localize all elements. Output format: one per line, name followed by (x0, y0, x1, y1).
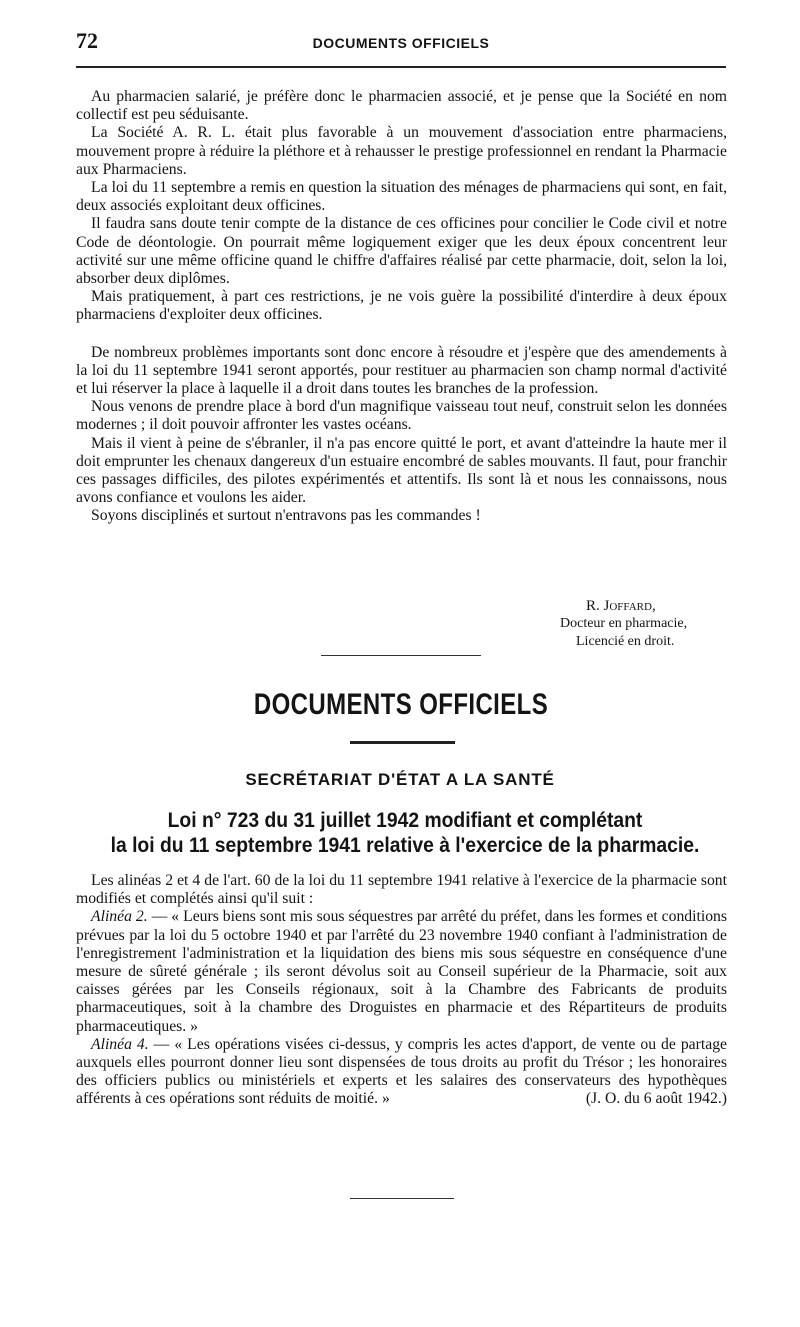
signature-name (520, 597, 730, 615)
paragraph: Mais il vient à peine de s'ébranler, il n'a pas encore quitté le port, et avant d'atteindre la haute mer il doit emprunter les chenaux dangereux d'un estuaire encombré de sables mouvants. Il faut, pour franchir ces passages difficiles, des pilotes expérimentés et attentifs. Ils sont là et nous les connaissons, nous avons confiance et voulons les aider. (76, 434, 727, 507)
signature-title-2: Licencié en droit. (576, 634, 675, 649)
paragraph: Nous venons de prendre place à bord d'un magnifique vaisseau tout neuf, construit selon les données modernes ; il doit pouvoir affronter les vastes océans. (76, 398, 727, 434)
paragraph: Il faudra sans doute tenir compte de la distance de ces officines pour concilier le Code civil et notre Code de déontologie. On pourrait même logiquement exiger que les deux époux concentrent leur activité sur une même officine quand le chiffre d'affaires réalisé par cette pharmacie, doit, selon la loi, absorber deux diplômes. (76, 215, 727, 288)
paragraph: La loi du 11 septembre a remis en question la situation des ménages de pharmaciens qui sont, en fait, deux associés exploitant deux officines. (76, 179, 727, 215)
header-rule (76, 66, 726, 68)
law-title-line-2: la loi du 11 septembre 1941 relative à l'exercice de la pharmacie. (110, 834, 700, 857)
law-end-rule (350, 1198, 454, 1199)
alinea-2-label: Alinéa 2. (91, 908, 148, 926)
paragraph: Mais pratiquement, à part ces restrictions, je ne vois guère la possibilité d'interdire à deux époux pharmaciens d'exploiter deux officines. (76, 288, 727, 324)
running-title: DOCUMENTS OFFICIELS (312, 35, 490, 51)
article-end-rule (321, 655, 481, 656)
paragraph: De nombreux problèmes importants sont donc encore à résoudre et j'espère que des amendements à la loi du 11 septembre 1941 seront apportés, pour restituer au pharmacien son champ normal d'activité et lui réserver la place à laquelle il a droit dans toutes les branches de la profession. (76, 343, 727, 398)
signature-initial: R. (586, 598, 600, 614)
law-title (88, 808, 723, 858)
paragraph: Soyons disciplinés et surtout n'entravons pas les commandes ! (91, 507, 481, 525)
law-alinea-2 (76, 908, 727, 1035)
law-alinea-4 (76, 1036, 727, 1109)
law-body (76, 872, 727, 1109)
section-title-rule (350, 741, 455, 744)
paragraph: La Société A. R. L. était plus favorable à un mouvement d'association entre pharmaciens, mouvement propre à réduire la pléthore et à rehausser le prestige professionnel en rendant la Pharmacie aux Pharmaciens. (76, 124, 727, 178)
law-source: (J. O. du 6 août 1942.) (585, 1090, 727, 1108)
signature-block (520, 597, 730, 651)
alinea-2-text: — « Leurs biens sont mis sous séquestres par arrêté du préfet, dans les formes et conditions prévues par la loi du 5 octobre 1940 et par l'arrêté du 23 novembre 1940 confiant à l'administration de l'enregistrement l'administration et la liquidation des biens mis sous séquestre en conséquence d'une mesure de sûreté générale ; ils seront dévolus soit au Conseil supérieur de la Pharmacie, soit aux caisses gérées par les Conseils régionaux, soit à la Chambre des Fabricants de produits pharmaceutiques, soit à la chambre des Droguistes en pharmacie et des Répartiteurs de produits pharmaceutiques. » (76, 908, 728, 1035)
section-title: DOCUMENTS OFFICIELS (253, 688, 549, 721)
alinea-4-label: Alinéa 4. (91, 1035, 149, 1053)
law-title-line-1: Loi n° 723 du 31 juillet 1942 modifiant et complétant (167, 809, 643, 832)
article-end-text (76, 88, 727, 526)
signature-surname: Joffard, (603, 598, 656, 614)
law-intro: Les alinéas 2 et 4 de l'art. 60 de la loi du 11 septembre 1941 relative à l'exercice de la pharmacie sont modifiés et complétés ainsi qu'il suit : (76, 872, 727, 908)
running-header (76, 28, 726, 58)
ministry-heading: SECRÉTARIAT D'ÉTAT A LA SANTÉ (245, 770, 555, 789)
paragraph: Au pharmacien salarié, je préfère donc le pharmacien associé, et je pense que la Société en nom collectif est peu séduisante. (76, 88, 727, 124)
signature-title-1: Docteur en pharmacie, (560, 616, 688, 631)
alinea-4-text: — « Les opérations visées ci-dessus, y compris les actes d'apport, de vente ou de partage auxquels elles pourront donner lieu sont dispensées de tous droits au profit du Trésor ; les honoraires des officiers publics ou ministériels et experts et les salaires des conservateurs des hypothèques afférents à ces opérations sont réduits de moitié. » (76, 1035, 727, 1108)
page-number: 72 (76, 28, 98, 53)
